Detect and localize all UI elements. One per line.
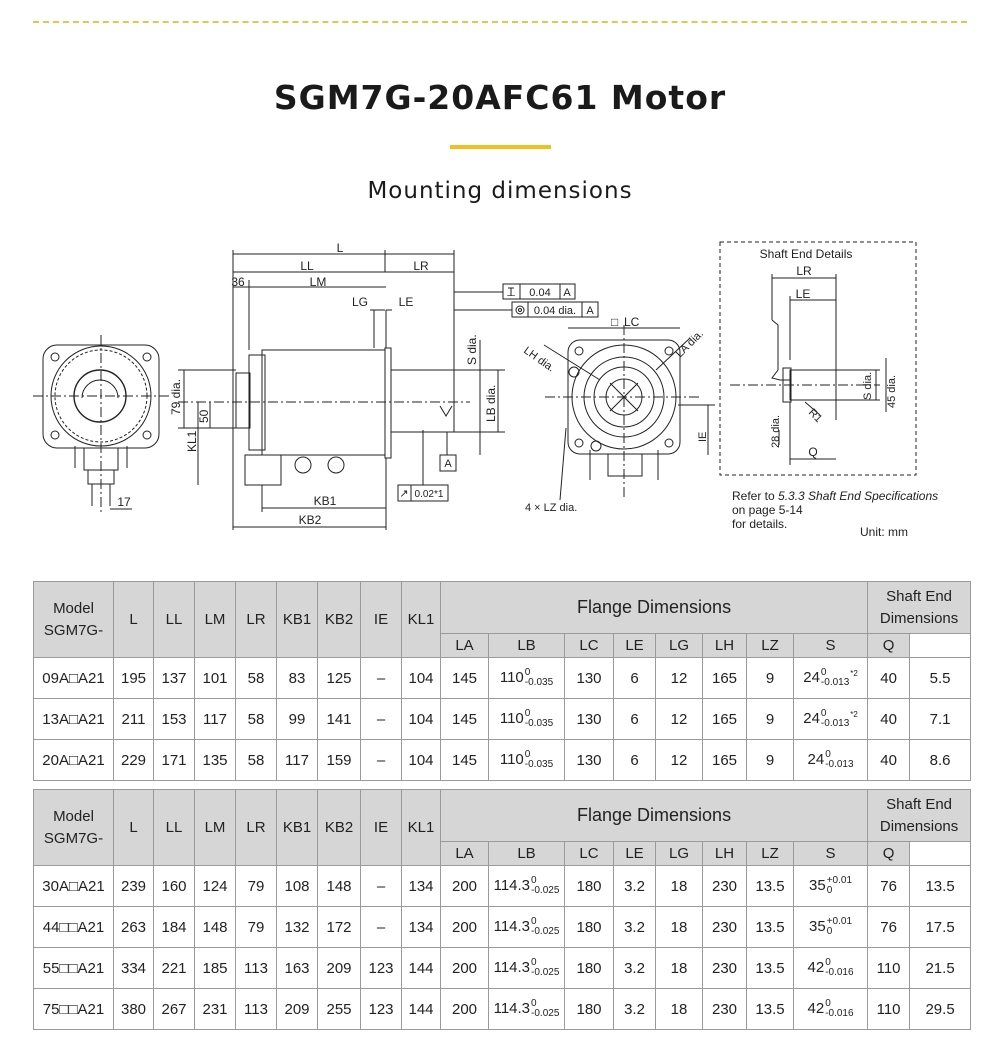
cell-mass: 7.1 xyxy=(910,699,971,740)
cell-lc: 130 xyxy=(565,658,614,699)
cell-l: 239 xyxy=(114,866,154,907)
cell-le: 6 xyxy=(614,740,656,781)
cell-model: 44□□A21 xyxy=(34,907,114,948)
cell-lz: 13.5 xyxy=(747,907,794,948)
cell-model: 30A□A21 xyxy=(34,866,114,907)
dim-lm-label: LM xyxy=(309,275,327,289)
perpendicularity-icon: ⊥ xyxy=(506,287,516,299)
lb-header: LB xyxy=(489,842,565,866)
cell-le: 6 xyxy=(614,699,656,740)
cell-q: 76 xyxy=(868,907,910,948)
cell-le: 6 xyxy=(614,658,656,699)
table-row xyxy=(34,740,971,781)
cell-kb1: 132 xyxy=(277,907,318,948)
cell-kb1: 117 xyxy=(277,740,318,781)
flange-dimensions-header: Flange Dimensions xyxy=(441,582,868,634)
dim-36-label: 36 xyxy=(231,275,245,289)
cell-la: 145 xyxy=(441,699,489,740)
lc-header: LC xyxy=(565,842,614,866)
dim-50-label: 50 xyxy=(197,409,211,423)
cell-lg: 12 xyxy=(656,699,703,740)
cell-lc: 180 xyxy=(565,907,614,948)
l-header: L xyxy=(114,790,154,866)
cell-lz: 9 xyxy=(747,699,794,740)
cell-lb: 114.3 0 -0.025 xyxy=(489,948,565,989)
dim-ll-label: LL xyxy=(300,259,314,273)
dim-le-label: LE xyxy=(398,295,414,309)
s-header: S xyxy=(794,842,868,866)
cell-lm: 101 xyxy=(195,658,236,699)
s-header: S xyxy=(794,634,868,658)
table-row xyxy=(34,989,971,1030)
cell-ll: 184 xyxy=(154,907,195,948)
ie-header: IE xyxy=(361,582,402,658)
cell-lm: 135 xyxy=(195,740,236,781)
cell-kb2: 255 xyxy=(318,989,361,1030)
datum-a-label: A xyxy=(444,458,452,470)
cell-ll: 153 xyxy=(154,699,195,740)
cell-ll: 171 xyxy=(154,740,195,781)
note-line-1: Refer to 5.3.3 Shaft End Specifications xyxy=(732,489,939,503)
shaft-dim-lr: LR xyxy=(796,264,812,278)
cell-ll: 221 xyxy=(154,948,195,989)
lz-header: LZ xyxy=(747,842,794,866)
cell-lc: 180 xyxy=(565,948,614,989)
cell-l: 263 xyxy=(114,907,154,948)
cell-q: 40 xyxy=(868,740,910,781)
cell-lr: 79 xyxy=(236,907,277,948)
cell-s: 24 0 -0.013 $^{*2}$ xyxy=(794,658,868,699)
cell-le: 3.2 xyxy=(614,989,656,1030)
cell-lh: 165 xyxy=(703,740,747,781)
shaft-dim-r1: R1 xyxy=(805,406,825,426)
kl1-header: KL1 xyxy=(402,790,441,866)
cell-mass: 29.5 xyxy=(910,989,971,1030)
cell-lc: 130 xyxy=(565,699,614,740)
runout-icon: ↗ xyxy=(399,488,409,500)
cell-kb1: 209 xyxy=(277,989,318,1030)
cell-lh: 230 xyxy=(703,866,747,907)
cell-lz: 9 xyxy=(747,740,794,781)
cell-kb2: 125 xyxy=(318,658,361,699)
cell-lg: 12 xyxy=(656,740,703,781)
lb-header: LB xyxy=(489,634,565,658)
table-row xyxy=(34,907,971,948)
lr-header: LR xyxy=(236,582,277,658)
cell-s: 24 0 -0.013 xyxy=(794,740,868,781)
cell-lg: 12 xyxy=(656,658,703,699)
dim-lg-label: LG xyxy=(351,295,369,309)
cell-kb2: 159 xyxy=(318,740,361,781)
perp-tolerance-value: 0.04 xyxy=(529,287,551,299)
cell-kl1: 134 xyxy=(402,866,441,907)
cell-lg: 18 xyxy=(656,989,703,1030)
cell-lc: 130 xyxy=(565,740,614,781)
cell-kb2: 172 xyxy=(318,907,361,948)
shaft-end-title: Shaft End Details xyxy=(759,247,853,261)
model-header: Model SGM7G- xyxy=(34,790,114,866)
dim-17-label: 17 xyxy=(117,495,131,509)
cell-la: 200 xyxy=(441,948,489,989)
shaft-end-header: Shaft End Dimensions xyxy=(868,790,971,842)
le-header: LE xyxy=(614,634,656,658)
cell-lb: 114.3 0 -0.025 xyxy=(489,989,565,1030)
cell-l: 380 xyxy=(114,989,154,1030)
cell-kb1: 163 xyxy=(277,948,318,989)
cell-lb: 110 0 -0.035 xyxy=(489,740,565,781)
perp-datum: A xyxy=(563,287,571,299)
rear-view xyxy=(33,335,172,515)
square-icon: □ xyxy=(611,315,619,329)
cell-lr: 58 xyxy=(236,658,277,699)
cell-lr: 79 xyxy=(236,866,277,907)
cell-model: 20A□A21 xyxy=(34,740,114,781)
cell-lz: 13.5 xyxy=(747,989,794,1030)
cell-ie: 123 xyxy=(361,989,402,1030)
note-line-3: for details. xyxy=(732,517,788,531)
cell-lh: 230 xyxy=(703,948,747,989)
le-header: LE xyxy=(614,842,656,866)
kb1-header: KB1 xyxy=(277,790,318,866)
cell-lz: 9 xyxy=(747,658,794,699)
cell-lh: 230 xyxy=(703,989,747,1030)
kl1-header: KL1 xyxy=(402,582,441,658)
dim-kl1-label: KL1 xyxy=(185,430,199,452)
cell-mass: 13.5 xyxy=(910,866,971,907)
cell-lg: 18 xyxy=(656,907,703,948)
cell-lc: 180 xyxy=(565,866,614,907)
cell-lm: 231 xyxy=(195,989,236,1030)
cell-lc: 180 xyxy=(565,989,614,1030)
cell-la: 200 xyxy=(441,989,489,1030)
runout-tolerance-value: 0.02*1 xyxy=(414,489,444,500)
kb2-header: KB2 xyxy=(318,582,361,658)
lh-header: LH xyxy=(703,842,747,866)
shaft-dim-45-dia: 45 dia. xyxy=(886,374,898,408)
cell-mass: 21.5 xyxy=(910,948,971,989)
cell-lb: 114.3 0 -0.025 xyxy=(489,866,565,907)
shaft-dim-q: Q xyxy=(808,445,818,459)
cell-lh: 165 xyxy=(703,699,747,740)
cell-la: 145 xyxy=(441,740,489,781)
cell-lz: 13.5 xyxy=(747,948,794,989)
unit-label: Unit: mm xyxy=(860,525,908,539)
cell-kb2: 141 xyxy=(318,699,361,740)
cell-ll: 137 xyxy=(154,658,195,699)
top-dashed-divider xyxy=(33,21,967,23)
cell-l: 211 xyxy=(114,699,154,740)
cell-s: 24 0 -0.013 $^{*2}$ xyxy=(794,699,868,740)
cell-mass: 8.6 xyxy=(910,740,971,781)
shaft-dim-s-dia: S dia. xyxy=(862,371,874,400)
cell-model: 75□□A21 xyxy=(34,989,114,1030)
cell-lg: 18 xyxy=(656,866,703,907)
cell-la: 145 xyxy=(441,658,489,699)
cell-kb1: 108 xyxy=(277,866,318,907)
ie-header: IE xyxy=(361,790,402,866)
cell-kl1: 134 xyxy=(402,907,441,948)
table-row xyxy=(34,866,971,907)
cell-kl1: 104 xyxy=(402,699,441,740)
dim-la-dia-label: LA dia. xyxy=(673,327,706,361)
cell-q: 110 xyxy=(868,989,910,1030)
cell-ie: – xyxy=(361,740,402,781)
shaft-dim-28-dia: 28 dia. xyxy=(770,414,782,448)
shaft-end-header: Shaft End Dimensions xyxy=(868,582,971,634)
dim-kb1-label: KB1 xyxy=(313,494,337,508)
dim-lh-dia-label: LH dia. xyxy=(521,344,557,375)
dim-lc-label: LC xyxy=(624,315,640,329)
lc-header: LC xyxy=(565,634,614,658)
cell-lr: 58 xyxy=(236,740,277,781)
cell-la: 200 xyxy=(441,907,489,948)
table-row xyxy=(34,699,971,740)
conc-datum: A xyxy=(586,305,594,317)
cell-le: 3.2 xyxy=(614,948,656,989)
cell-s: 35 +0.01 0 xyxy=(794,866,868,907)
cell-kl1: 144 xyxy=(402,948,441,989)
cell-lb: 110 0 -0.035 xyxy=(489,658,565,699)
ll-header: LL xyxy=(154,790,195,866)
cell-l: 195 xyxy=(114,658,154,699)
cell-ie: – xyxy=(361,658,402,699)
cell-kl1: 104 xyxy=(402,658,441,699)
cell-s: 42 0 -0.016 xyxy=(794,989,868,1030)
lh-header: LH xyxy=(703,634,747,658)
lr-header: LR xyxy=(236,790,277,866)
cell-mass: 5.5 xyxy=(910,658,971,699)
page-subtitle: Mounting dimensions xyxy=(367,178,633,204)
cell-kl1: 144 xyxy=(402,989,441,1030)
cell-lg: 18 xyxy=(656,948,703,989)
cell-kb2: 148 xyxy=(318,866,361,907)
lg-header: LG xyxy=(656,634,703,658)
dim-lb-dia-label: LB dia. xyxy=(484,384,498,422)
lm-header: LM xyxy=(195,582,236,658)
note-line-2: on page 5-14 xyxy=(732,503,803,517)
cell-model: 55□□A21 xyxy=(34,948,114,989)
cell-lz: 13.5 xyxy=(747,866,794,907)
lz-header: LZ xyxy=(747,634,794,658)
cell-q: 76 xyxy=(868,866,910,907)
cell-lb: 114.3 0 -0.025 xyxy=(489,907,565,948)
kb1-header: KB1 xyxy=(277,582,318,658)
dim-kb2-label: KB2 xyxy=(298,513,322,527)
page-title: SGM7G-20AFC61 Motor xyxy=(273,78,727,117)
flange-dimensions-header: Flange Dimensions xyxy=(441,790,868,842)
cell-lm: 117 xyxy=(195,699,236,740)
cell-ll: 267 xyxy=(154,989,195,1030)
cell-l: 334 xyxy=(114,948,154,989)
cell-ie: – xyxy=(361,699,402,740)
cell-model: 09A□A21 xyxy=(34,658,114,699)
cell-s: 35 +0.01 0 xyxy=(794,907,868,948)
cell-lr: 58 xyxy=(236,699,277,740)
cell-ie: – xyxy=(361,907,402,948)
cell-lm: 185 xyxy=(195,948,236,989)
dim-lr-label: LR xyxy=(413,259,429,273)
spec-table-2 xyxy=(33,789,971,1030)
dim-lz-label: 4 × LZ dia. xyxy=(525,502,578,514)
cell-kb2: 209 xyxy=(318,948,361,989)
cell-lm: 148 xyxy=(195,907,236,948)
conc-tolerance-value: 0.04 dia. xyxy=(533,305,577,317)
cell-lh: 230 xyxy=(703,907,747,948)
cell-q: 40 xyxy=(868,699,910,740)
spec-table-1 xyxy=(33,581,971,781)
cell-l: 229 xyxy=(114,740,154,781)
cell-la: 200 xyxy=(441,866,489,907)
mounting-drawing xyxy=(0,230,1000,550)
title-accent-bar xyxy=(450,145,551,149)
model-header: Model SGM7G- xyxy=(34,582,114,658)
dim-79-dia-label: 79 dia. xyxy=(169,378,183,415)
cell-kl1: 104 xyxy=(402,740,441,781)
table-row xyxy=(34,658,971,699)
dim-ie-label: IE xyxy=(697,431,709,442)
table-row xyxy=(34,948,971,989)
lg-header: LG xyxy=(656,842,703,866)
cell-q: 40 xyxy=(868,658,910,699)
q-header: Q xyxy=(868,842,910,866)
cell-lb: 110 0 -0.035 xyxy=(489,699,565,740)
dim-s-dia-label: S dia. xyxy=(465,334,479,365)
cell-ie: – xyxy=(361,866,402,907)
cell-mass: 17.5 xyxy=(910,907,971,948)
cell-lm: 124 xyxy=(195,866,236,907)
cell-q: 110 xyxy=(868,948,910,989)
shaft-end-view xyxy=(720,242,916,475)
cell-kb1: 83 xyxy=(277,658,318,699)
l-header: L xyxy=(114,582,154,658)
cell-le: 3.2 xyxy=(614,907,656,948)
cell-s: 42 0 -0.016 xyxy=(794,948,868,989)
la-header: LA xyxy=(441,842,489,866)
la-header: LA xyxy=(441,634,489,658)
cell-ll: 160 xyxy=(154,866,195,907)
kb2-header: KB2 xyxy=(318,790,361,866)
cell-le: 3.2 xyxy=(614,866,656,907)
cell-ie: 123 xyxy=(361,948,402,989)
ll-header: LL xyxy=(154,582,195,658)
dim-l-label: L xyxy=(336,241,344,255)
cell-lr: 113 xyxy=(236,948,277,989)
cell-lr: 113 xyxy=(236,989,277,1030)
cell-model: 13A□A21 xyxy=(34,699,114,740)
cell-lh: 165 xyxy=(703,658,747,699)
shaft-dim-le: LE xyxy=(795,287,811,301)
lm-header: LM xyxy=(195,790,236,866)
cell-kb1: 99 xyxy=(277,699,318,740)
q-header: Q xyxy=(868,634,910,658)
